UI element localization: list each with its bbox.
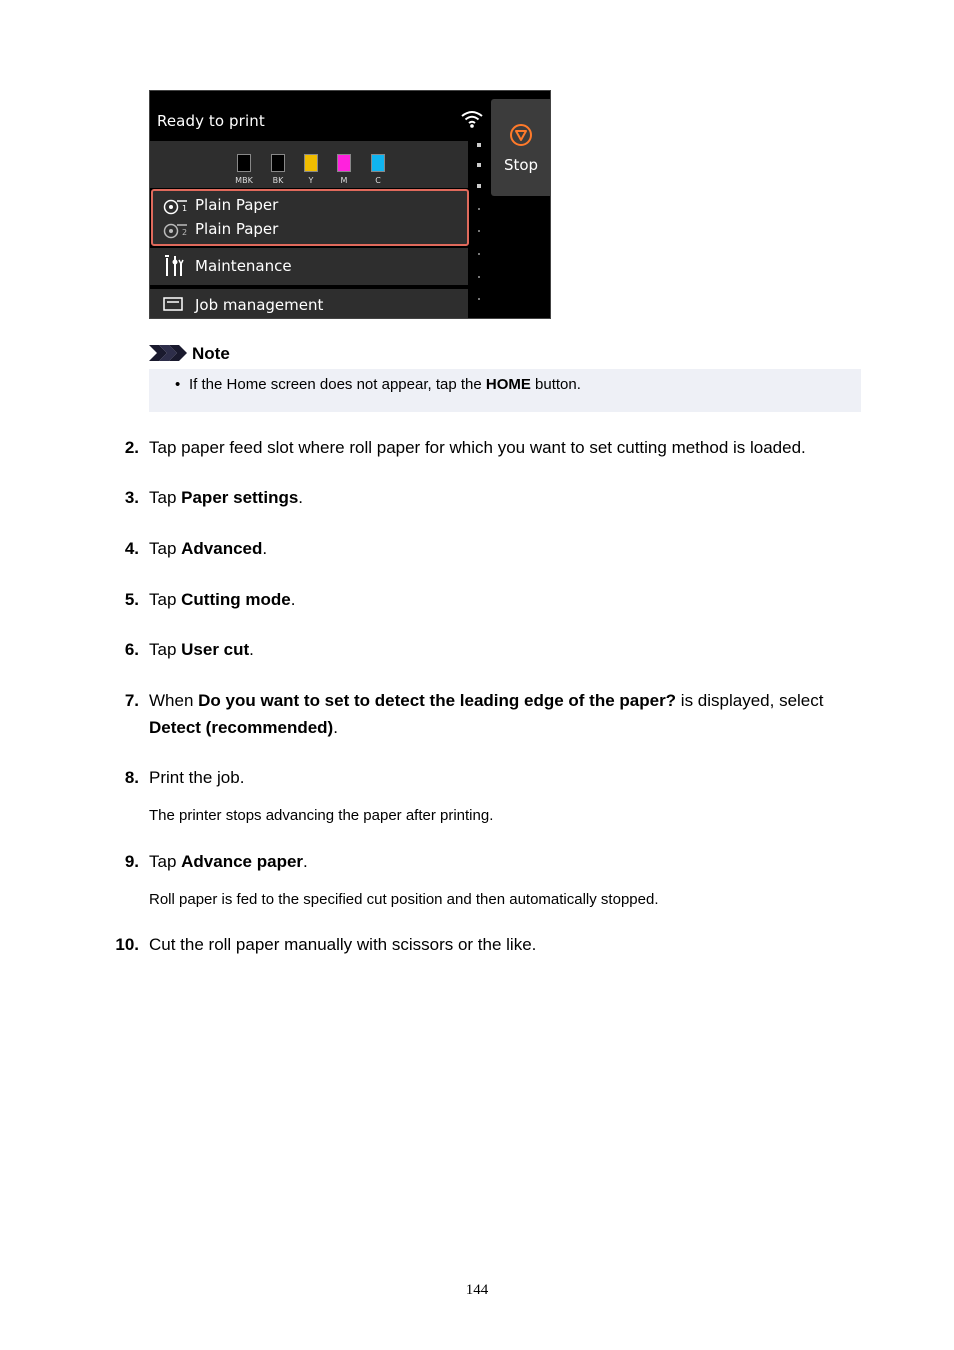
paper-feed-slot-row[interactable] xyxy=(151,189,469,246)
ink-tank-y xyxy=(304,154,318,172)
step-text-end: . xyxy=(262,539,268,558)
job-management-row[interactable] xyxy=(150,289,468,319)
step-text-bold: Detect (recommended) xyxy=(149,718,334,737)
wifi-icon xyxy=(460,109,484,129)
step-text-plain: Tap xyxy=(149,852,182,871)
step-text xyxy=(149,484,865,511)
step-number: 4. xyxy=(124,539,139,558)
step-number: 7. xyxy=(124,691,139,710)
roll-2-icon xyxy=(163,223,189,239)
note-title: Note xyxy=(192,344,230,363)
stop-button[interactable] xyxy=(491,99,551,196)
step-text-bold: Advance paper xyxy=(181,852,304,871)
step-text xyxy=(149,931,865,958)
step-text xyxy=(149,764,865,791)
step-text-end: . xyxy=(249,640,254,659)
step-text-end: . xyxy=(298,488,304,507)
step-text-plain: Print the job. xyxy=(149,768,245,787)
step-text-line2 xyxy=(149,714,865,741)
step-text xyxy=(149,535,865,562)
note-chevron-icon xyxy=(149,345,189,361)
step-text-plain: Tap xyxy=(149,488,182,507)
step-text xyxy=(149,848,865,875)
step-text-end: . xyxy=(290,590,296,609)
roll-2-media: Plain Paper xyxy=(195,220,279,238)
svg-text:1: 1 xyxy=(182,204,188,213)
panel-status-text: Ready to print xyxy=(157,112,265,130)
roll-1-icon xyxy=(163,199,189,215)
ink-label-bk: BK xyxy=(272,176,284,185)
step-text-end: is displayed, select xyxy=(676,691,824,710)
ink-label-c: C xyxy=(375,176,381,185)
step-number: 3. xyxy=(124,488,139,507)
step-text-plain: Tap xyxy=(149,640,182,659)
step-number: 9. xyxy=(124,852,139,871)
ink-level-row[interactable] xyxy=(150,141,468,188)
step-text-plain: Tap paper feed slot where roll paper for which you want to set cutting method is loaded. xyxy=(149,438,806,457)
note-text-after: button. xyxy=(530,376,581,393)
step-number: 2. xyxy=(124,438,139,457)
ink-tank-m xyxy=(337,154,351,172)
note-body xyxy=(189,376,581,393)
step-text-plain: Tap xyxy=(149,539,182,558)
step-detail: The printer stops advancing the paper after printing. xyxy=(149,807,494,824)
ink-tank-bk xyxy=(271,154,285,172)
ink-tank-c xyxy=(371,154,385,172)
page-number: 144 xyxy=(465,1282,489,1298)
note-text-before: If the Home screen does not appear, tap the xyxy=(189,376,486,393)
step-text-bold: Paper settings xyxy=(181,488,299,507)
job-list-icon xyxy=(163,297,183,311)
printer-panel-screenshot xyxy=(149,90,551,319)
step-text xyxy=(149,687,865,714)
step-number: 5. xyxy=(124,590,139,609)
step-text-plain: Cut the roll paper manually with scissors or the like. xyxy=(149,935,537,954)
step-text-bold: Advanced xyxy=(181,539,263,558)
step-text-plain: When xyxy=(149,691,199,710)
step-number: 10. xyxy=(115,935,139,954)
maintenance-label: Maintenance xyxy=(195,257,292,275)
ink-label-y: Y xyxy=(308,176,314,185)
step-text-bold: User cut xyxy=(181,640,250,659)
step-text-end: . xyxy=(333,718,338,737)
stop-label: Stop xyxy=(503,156,539,174)
ink-label-m: M xyxy=(340,176,348,185)
stop-icon xyxy=(509,123,533,147)
job-management-label: Job management xyxy=(195,296,324,314)
step-text-plain: Tap xyxy=(149,590,182,609)
ink-label-mbk: MBK xyxy=(235,176,253,185)
step-text-end: . xyxy=(303,852,308,871)
ink-tank-mbk xyxy=(237,154,251,172)
step-detail: Roll paper is fed to the specified cut position and then automatically stopped. xyxy=(149,891,659,908)
step-text xyxy=(149,586,865,613)
step-text-bold: Cutting mode xyxy=(181,590,291,609)
step-text xyxy=(149,434,865,461)
maintenance-tools-icon xyxy=(163,254,185,278)
note-box xyxy=(149,369,861,412)
step-number: 6. xyxy=(124,640,139,659)
roll-1-media: Plain Paper xyxy=(195,196,279,214)
note-home-button-name: HOME xyxy=(485,376,531,393)
step-text xyxy=(149,636,865,663)
step-text-bold: Do you want to set to detect the leading edge of the paper? xyxy=(198,691,677,710)
step-number: 8. xyxy=(124,768,139,787)
maintenance-row[interactable] xyxy=(150,248,468,285)
note-bullet: • xyxy=(175,376,181,393)
svg-text:2: 2 xyxy=(182,228,188,237)
